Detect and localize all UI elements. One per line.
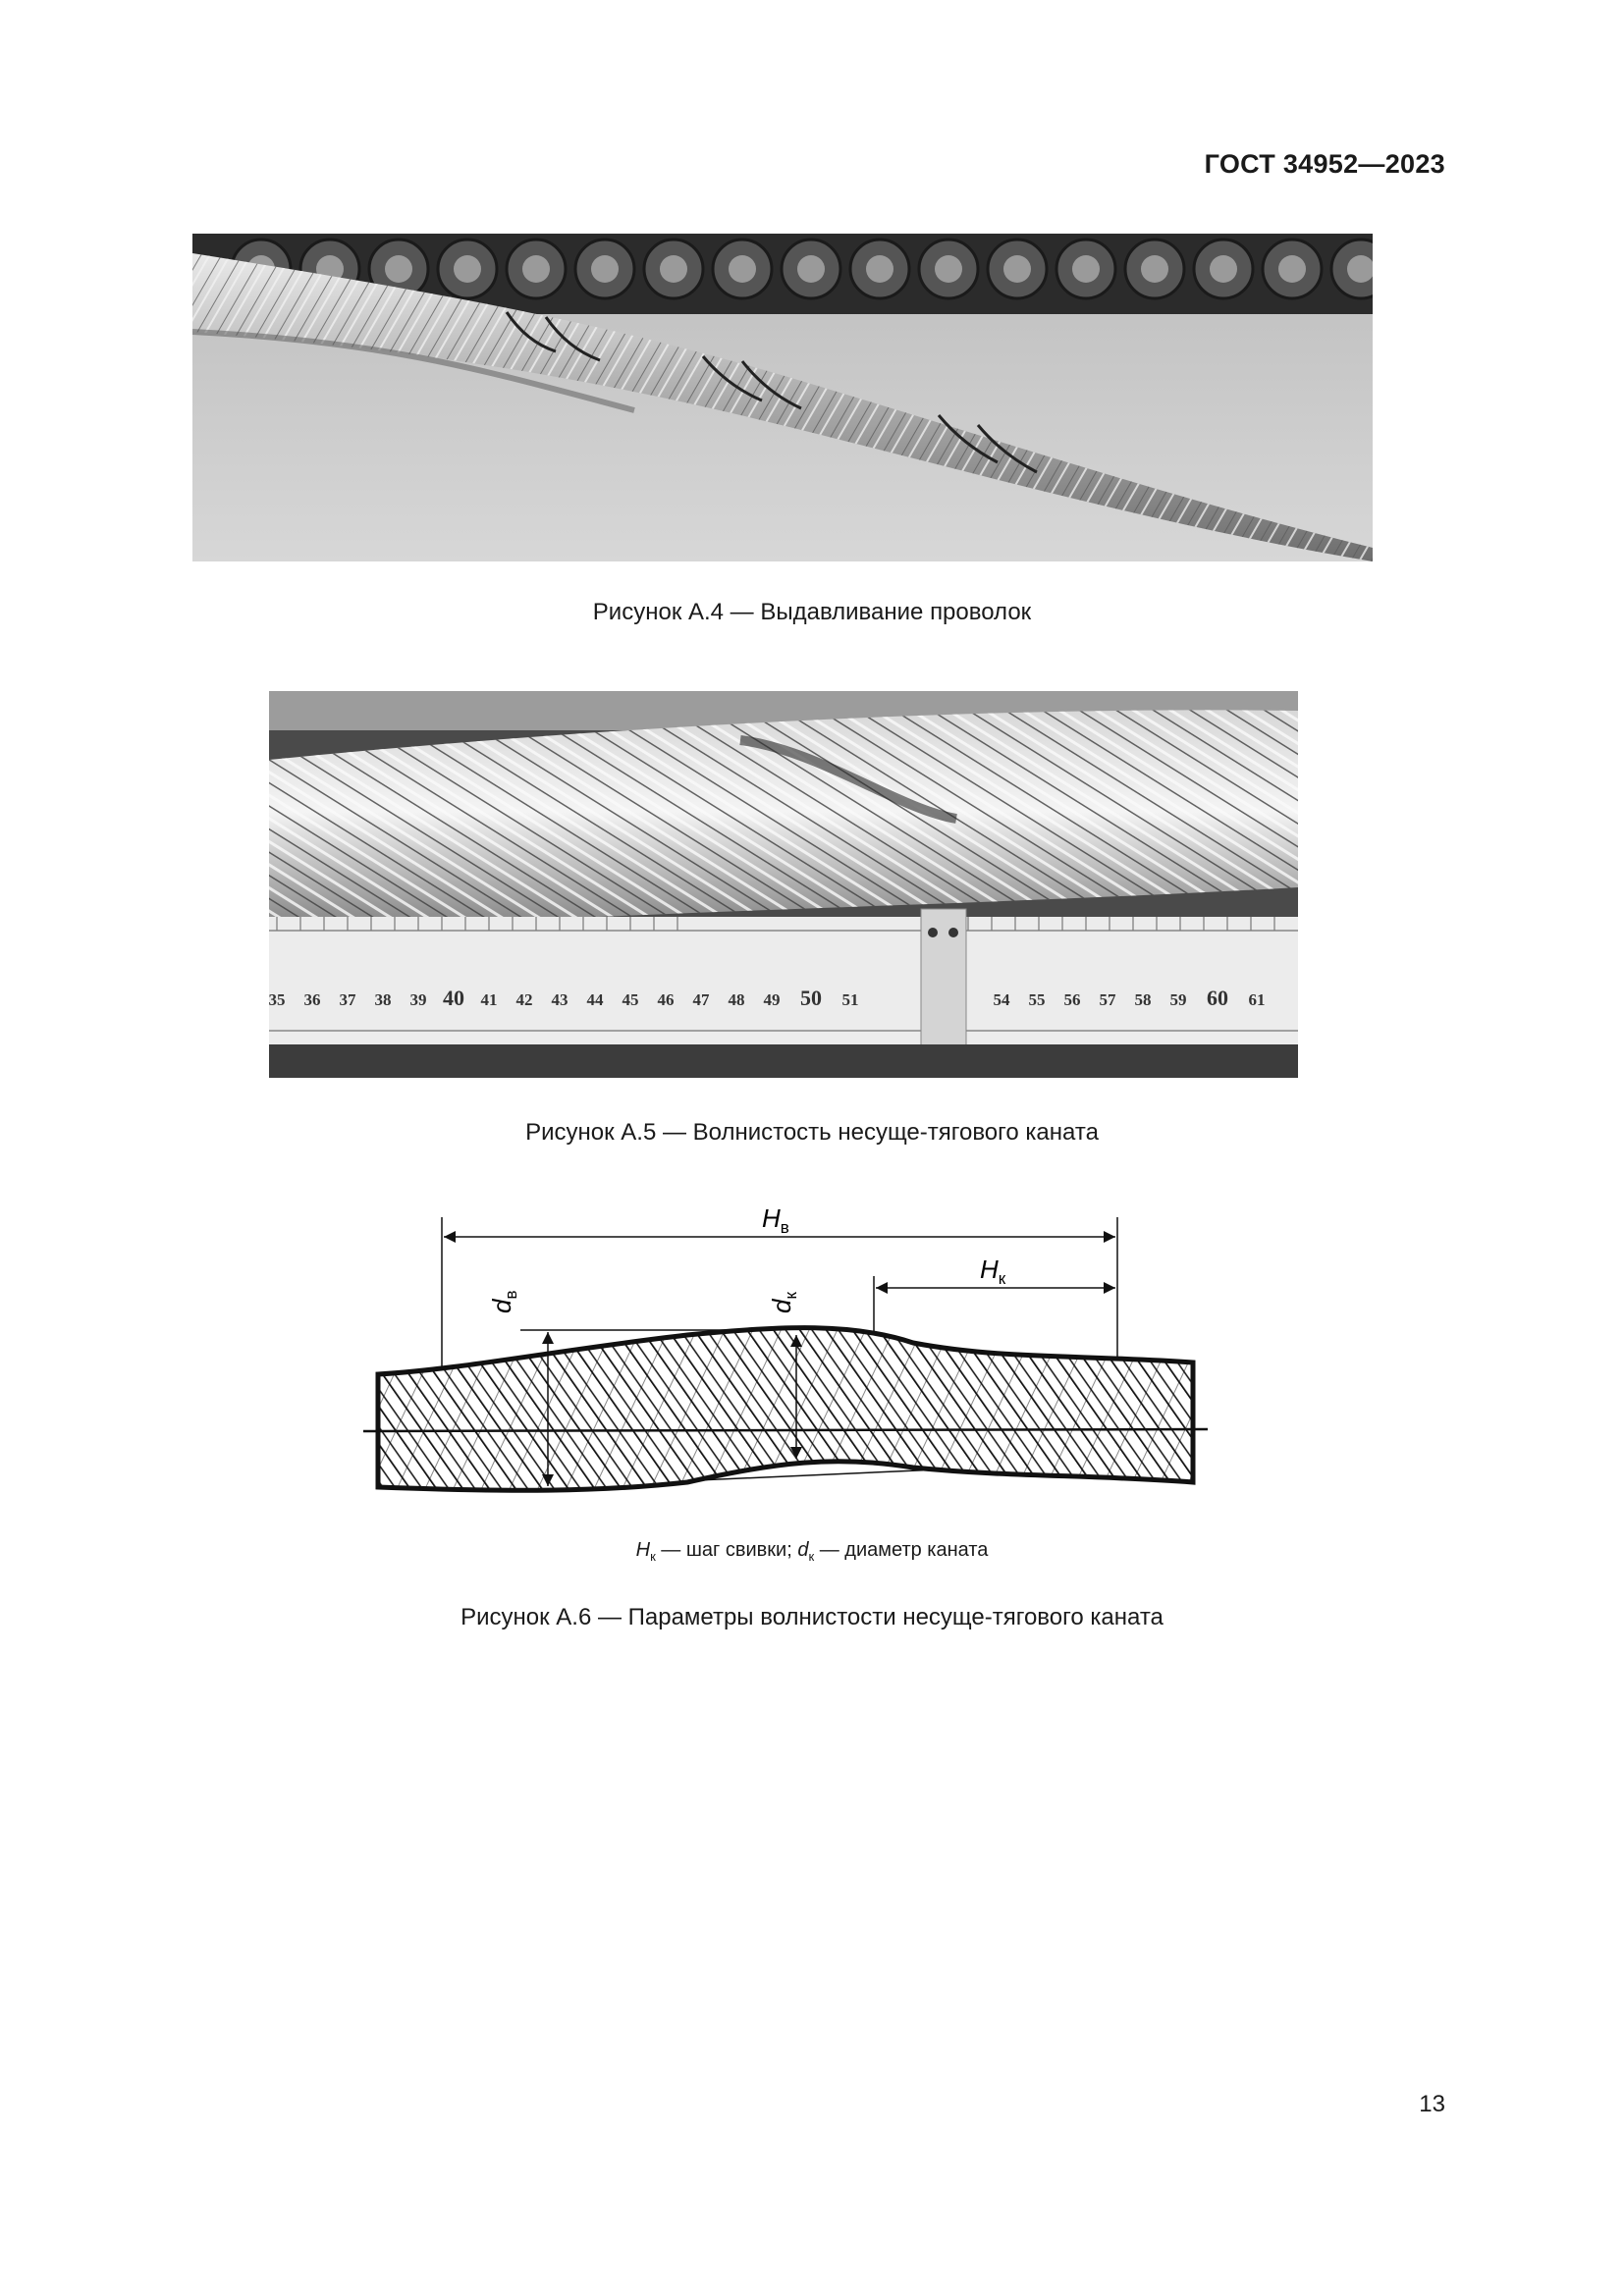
ruler-number: 59 — [1169, 990, 1187, 1009]
ruler-number: 55 — [1028, 990, 1046, 1009]
ruler-number: 39 — [409, 990, 427, 1009]
dv-label: $d_в$ — [487, 1290, 520, 1313]
ruler-number: 51 — [841, 990, 859, 1009]
ruler-number: 37 — [339, 990, 356, 1009]
wire-extrusion-photo — [192, 234, 1373, 561]
ruler-number: 58 — [1134, 990, 1152, 1009]
ruler-number: 45 — [622, 990, 639, 1009]
legend-h-subscript: к — [650, 1549, 656, 1564]
rope-waviness-photo — [269, 691, 1298, 1078]
figure-a4-caption: Рисунок А.4 — Выдавливание проволок — [592, 599, 1032, 625]
ruler-number: 48 — [728, 990, 745, 1009]
ruler-number: 42 — [515, 990, 533, 1009]
ruler-number: 41 — [480, 990, 498, 1009]
ruler-number: 56 — [1063, 990, 1081, 1009]
ruler-number: 49 — [763, 990, 781, 1009]
ruler-number: 44 — [586, 990, 604, 1009]
page-number: 13 — [1419, 2091, 1445, 2117]
waviness-parameters-diagram — [363, 1198, 1208, 1522]
figure-a4-photo — [192, 234, 1373, 561]
figure-a6-diagram — [363, 1198, 1208, 1522]
ruler-number: 47 — [692, 990, 710, 1009]
ruler-number: 57 — [1099, 990, 1116, 1009]
figure-a5-caption: Рисунок А.5 — Волнистость несуще-тягового каната — [525, 1119, 1099, 1146]
ruler-number: 35 — [269, 990, 286, 1009]
legend-d-subscript: к — [808, 1549, 815, 1564]
ruler-number: 46 — [657, 990, 675, 1009]
hk-label: $H_к$ — [980, 1255, 1006, 1288]
hv-label: $H_в$ — [762, 1203, 789, 1237]
ruler-number: 40 — [443, 986, 464, 1010]
figure-a5-photo — [269, 691, 1298, 1078]
ruler-number: 36 — [303, 990, 321, 1009]
ruler-number: 50 — [800, 986, 822, 1010]
legend-d-text: — диаметр каната — [814, 1539, 989, 1561]
legend-h-symbol: H — [635, 1539, 651, 1561]
dk-label: $d_к$ — [767, 1292, 800, 1313]
ruler-number: 54 — [993, 990, 1010, 1009]
ruler-number: 61 — [1248, 990, 1266, 1009]
figure-a6-caption: Рисунок А.6 — Параметры волнистости несуще-тягового каната — [460, 1604, 1164, 1630]
figure-a6-legend — [0, 1539, 1624, 1564]
ruler-number: 43 — [551, 990, 568, 1009]
ruler-number: 38 — [374, 990, 392, 1009]
legend-h-text: — шаг свивки; — [655, 1539, 798, 1561]
document-number: ГОСТ 34952—2023 — [1204, 149, 1445, 179]
legend-d-symbol: d — [797, 1539, 809, 1561]
ruler-number: 60 — [1207, 986, 1228, 1010]
